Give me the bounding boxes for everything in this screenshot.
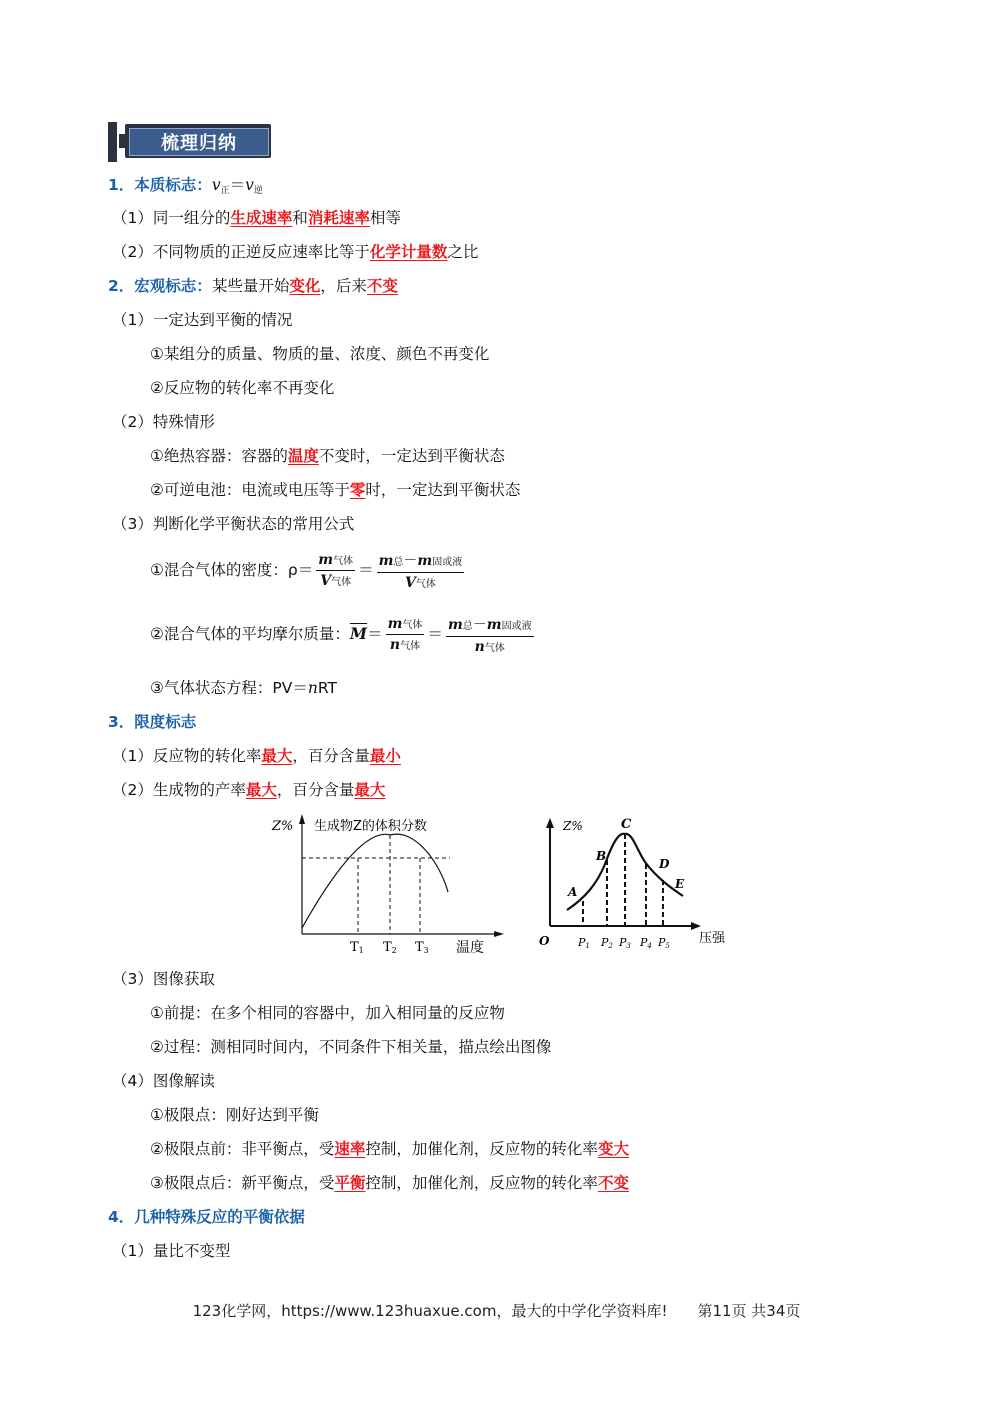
fig2-tick-1: P1 xyxy=(578,936,590,950)
s2-p2: （2）特殊情形 xyxy=(112,413,215,431)
s3-item1: （1）反应物的转化率最大，百分含量最小 xyxy=(112,747,401,765)
fig2-tick-4: P4 xyxy=(640,936,652,950)
fig1-xlabel: 温度 xyxy=(456,940,484,956)
fig2-ylabel: Z% xyxy=(563,819,583,833)
s2-p2b: ②可逆电池：电流或电压等于零时，一定达到平衡状态 xyxy=(150,481,521,499)
banner-title: 梳理归纳 xyxy=(129,128,269,156)
s4-heading: 4．几种特殊反应的平衡依据 xyxy=(108,1208,305,1226)
fig1-tick-3: T3 xyxy=(415,940,429,955)
section-banner xyxy=(108,122,268,162)
s2-p1: （1）一定达到平衡的情况 xyxy=(112,311,293,329)
fig2-tick-5: P5 xyxy=(658,936,670,950)
figure-temperature-curve xyxy=(270,808,510,958)
fig1-title: 生成物Z的体积分数 xyxy=(314,819,427,834)
formula-gas-law: ③气体状态方程：PV＝nRT xyxy=(150,679,337,697)
s3-item3: （3）图像获取 xyxy=(112,970,215,988)
s2-p2a: ①绝热容器：容器的温度不变时，一定达到平衡状态 xyxy=(150,447,505,465)
fig2-point-b: B xyxy=(596,849,607,863)
fig2-point-c: C xyxy=(621,817,632,832)
fig2-point-d: D xyxy=(659,857,670,871)
fig1-ylabel: Z% xyxy=(272,819,294,834)
formula-density: ①混合气体的密度：ρ＝ $\frac{\text{m气体}}{\text{V气体}}$ ＝ $\frac{\text{m总－m固或液}}{\text{V气体}}$ xyxy=(150,552,463,591)
figure-pressure-curve xyxy=(535,812,735,958)
s3-item3b: ②过程：测相同时间内，不同条件下相关量，描点绘出图像 xyxy=(150,1038,552,1056)
s2-p1a: ①某组分的质量、物质的量、浓度、颜色不再变化 xyxy=(150,345,490,363)
s3-item3a: ①前提：在多个相同的容器中，加入相同量的反应物 xyxy=(150,1004,505,1022)
s1-heading: 1．本质标志：$v_正=v_逆$ xyxy=(108,176,263,196)
fig2-tick-2: P2 xyxy=(601,936,613,950)
fig1-tick-1: T1 xyxy=(350,940,364,955)
s2-heading: 2．宏观标志：某些量开始变化，后来不变 xyxy=(108,277,398,295)
fig2-point-a: A xyxy=(568,885,578,899)
fig1-curve xyxy=(302,834,448,928)
fig2-point-e: E xyxy=(675,877,685,891)
s3-item4: （4）图像解读 xyxy=(112,1072,215,1090)
fig2-origin: O xyxy=(539,934,550,948)
s3-item4c: ③极限点后：新平衡点，受平衡控制，加催化剂，反应物的转化率不变 xyxy=(150,1174,629,1192)
s4-item1: （1）量比不变型 xyxy=(112,1242,231,1260)
s3-item2: （2）生成物的产率最大，百分含量最大 xyxy=(112,781,386,799)
fig2-tick-3: P3 xyxy=(619,936,631,950)
s1-item2: （2）不同物质的正逆反应速率比等于化学计量数之比 xyxy=(112,243,479,261)
formula-molar-mass: ②混合气体的平均摩尔质量：$\overline{M}=$ $\frac{\text{m气体}}{\text{n气体}}$ ＝ $\frac{\text{m总－m固或液}}{\text{n气体}}$ xyxy=(150,616,532,655)
s3-heading: 3．限度标志 xyxy=(108,713,197,731)
s1-item1: （1）同一组分的生成速率和消耗速率相等 xyxy=(112,209,401,227)
fig1-tick-2: T2 xyxy=(383,940,397,955)
s2-p1b: ②反应物的转化率不再变化 xyxy=(150,379,335,397)
fig2-xlabel: 压强 xyxy=(699,931,726,946)
s2-p3: （3）判断化学平衡状态的常用公式 xyxy=(112,515,355,533)
s3-item4a: ①极限点：刚好达到平衡 xyxy=(150,1106,319,1124)
page-footer: 123化学网，https://www.123huaxue.com，最大的中学化学资料库! 第11页 共34页 xyxy=(192,1302,801,1320)
s3-item4b: ②极限点前：非平衡点，受速率控制，加催化剂，反应物的转化率变大 xyxy=(150,1140,629,1158)
